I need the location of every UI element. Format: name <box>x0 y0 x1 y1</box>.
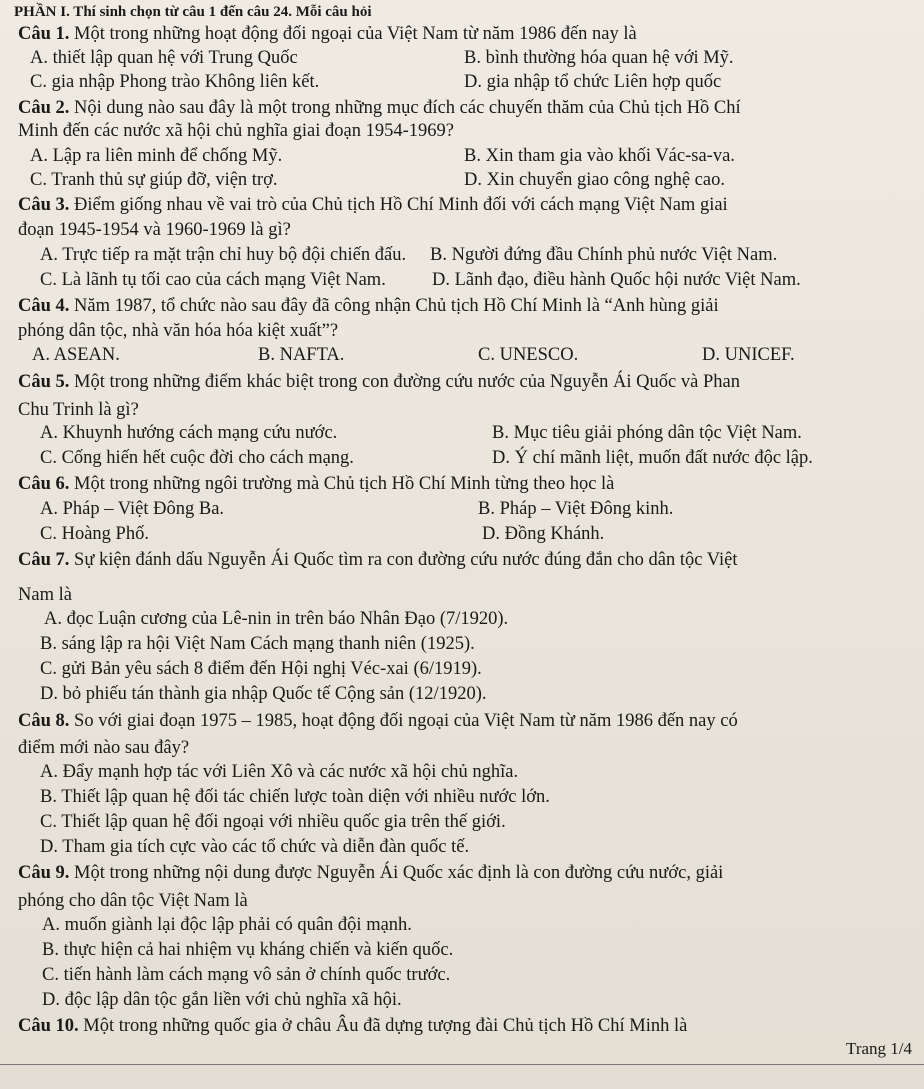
option[interactable]: B. Thiết lập quan hệ đối tác chiến lược toàn diện với nhiều nước lớn. <box>40 787 550 807</box>
option[interactable]: A. Trực tiếp ra mặt trận chỉ huy bộ đội chiến đấu. <box>40 245 407 265</box>
option[interactable]: A. Lập ra liên minh để chống Mỹ. <box>30 146 283 166</box>
option[interactable]: B. Mục tiêu giải phóng dân tộc Việt Nam. <box>492 423 802 443</box>
footer-divider <box>0 1064 924 1065</box>
option[interactable]: D. Lãnh đạo, điều hành Quốc hội nước Việt Nam. <box>432 270 801 290</box>
option[interactable]: C. Thiết lập quan hệ đối ngoại với nhiều quốc gia trên thế giới. <box>40 812 506 832</box>
option[interactable]: B. Xin tham gia vào khối Vác-sa-va. <box>464 146 735 166</box>
question-10: Câu 10. Một trong những quốc gia ở châu Âu đã dựng tượng đài Chủ tịch Hồ Chí Minh là <box>18 1016 688 1036</box>
question-5-cont: Chu Trinh là gì? <box>18 400 139 420</box>
option[interactable]: D. gia nhập tổ chức Liên hợp quốc <box>464 72 722 92</box>
section-header: PHẦN I. Thí sinh chọn từ câu 1 đến câu 24. Mỗi câu hỏi <box>14 4 372 20</box>
option[interactable]: B. Người đứng đầu Chính phủ nước Việt Nam. <box>430 245 778 265</box>
option[interactable]: C. tiến hành làm cách mạng vô sản ở chính quốc trước. <box>42 965 451 985</box>
question-4: Câu 4. Năm 1987, tổ chức nào sau đây đã công nhận Chủ tịch Hồ Chí Minh là “Anh hùng giải <box>18 296 719 316</box>
option[interactable]: C. Cống hiến hết cuộc đời cho cách mạng. <box>40 448 354 468</box>
option[interactable]: B. thực hiện cả hai nhiệm vụ kháng chiến và kiến quốc. <box>42 940 454 960</box>
option[interactable]: A. Khuynh hướng cách mạng cứu nước. <box>40 423 338 443</box>
option[interactable]: B. sáng lập ra hội Việt Nam Cách mạng thanh niên (1925). <box>40 634 475 654</box>
question-9: Câu 9. Một trong những nội dung được Nguyễn Ái Quốc xác định là con đường cứu nước, giải <box>18 863 724 883</box>
option[interactable]: A. muốn giành lại độc lập phải có quân đội mạnh. <box>42 915 412 935</box>
question-3: Câu 3. Điểm giống nhau về vai trò của Chủ tịch Hồ Chí Minh đối với cách mạng Việt Nam giai <box>18 195 728 215</box>
question-9-cont: phóng cho dân tộc Việt Nam là <box>18 891 248 911</box>
option[interactable]: D. bỏ phiếu tán thành gia nhập Quốc tế Cộng sản (12/1920). <box>40 684 487 704</box>
option[interactable]: C. Hoàng Phố. <box>40 524 149 544</box>
question-7-cont: Nam là <box>18 585 72 605</box>
option[interactable]: A. Pháp – Việt Đông Ba. <box>40 499 225 519</box>
option[interactable]: A. đọc Luận cương của Lê-nin in trên báo Nhân Đạo (7/1920). <box>44 609 509 629</box>
question-3-cont: đoạn 1945-1954 và 1960-1969 là gì? <box>18 220 291 240</box>
option[interactable]: D. UNICEF. <box>702 345 795 365</box>
option[interactable]: B. Pháp – Việt Đông kinh. <box>478 499 674 519</box>
option[interactable]: D. Ý chí mãnh liệt, muốn đất nước độc lập. <box>492 448 813 468</box>
question-2-cont: Minh đến các nước xã hội chủ nghĩa giai đoạn 1954-1969? <box>18 121 454 141</box>
question-4-cont: phóng dân tộc, nhà văn hóa hóa kiệt xuất”? <box>18 321 339 341</box>
question-7: Câu 7. Sự kiện đánh dấu Nguyễn Ái Quốc tìm ra con đường cứu nước đúng đắn cho dân tộc Việt <box>18 550 738 570</box>
option[interactable]: C. gửi Bản yêu sách 8 điểm đến Hội nghị Véc-xai (6/1919). <box>40 659 482 679</box>
option[interactable]: C. UNESCO. <box>478 345 579 365</box>
option[interactable]: D. Tham gia tích cực vào các tổ chức và diễn đàn quốc tế. <box>40 837 470 857</box>
option[interactable]: A. thiết lập quan hệ với Trung Quốc <box>30 48 298 68</box>
option[interactable]: A. ASEAN. <box>32 345 120 365</box>
option[interactable]: D. Xin chuyển giao công nghệ cao. <box>464 170 725 190</box>
option[interactable]: C. Là lãnh tụ tối cao của cách mạng Việt Nam. <box>40 270 386 290</box>
page-number: Trang 1/4 <box>846 1039 912 1058</box>
option[interactable]: B. bình thường hóa quan hệ với Mỹ. <box>464 48 734 68</box>
question-2: Câu 2. Nội dung nào sau đây là một trong những mục đích các chuyến thăm của Chủ tịch Hồ Chí <box>18 98 741 118</box>
option[interactable]: D. Đồng Khánh. <box>482 524 605 544</box>
option[interactable]: C. gia nhập Phong trào Không liên kết. <box>30 72 320 92</box>
question-6: Câu 6. Một trong những ngôi trường mà Chủ tịch Hồ Chí Minh từng theo học là <box>18 474 615 494</box>
option[interactable]: A. Đẩy mạnh hợp tác với Liên Xô và các nước xã hội chủ nghĩa. <box>40 762 519 782</box>
question-5: Câu 5. Một trong những điểm khác biệt trong con đường cứu nước của Nguyễn Ái Quốc và Phan <box>18 372 740 392</box>
option[interactable]: C. Tranh thủ sự giúp đỡ, viện trợ. <box>30 170 278 190</box>
question-8: Câu 8. So với giai đoạn 1975 – 1985, hoạt động đối ngoại của Việt Nam từ năm 1986 đến nay có <box>18 711 738 731</box>
option[interactable]: B. NAFTA. <box>258 345 345 365</box>
option[interactable]: D. độc lập dân tộc gắn liền với chủ nghĩa xã hội. <box>42 990 402 1010</box>
question-8-cont: điểm mới nào sau đây? <box>18 738 190 758</box>
question-1: Câu 1. Một trong những hoạt động đối ngoại của Việt Nam từ năm 1986 đến nay là <box>18 24 637 44</box>
